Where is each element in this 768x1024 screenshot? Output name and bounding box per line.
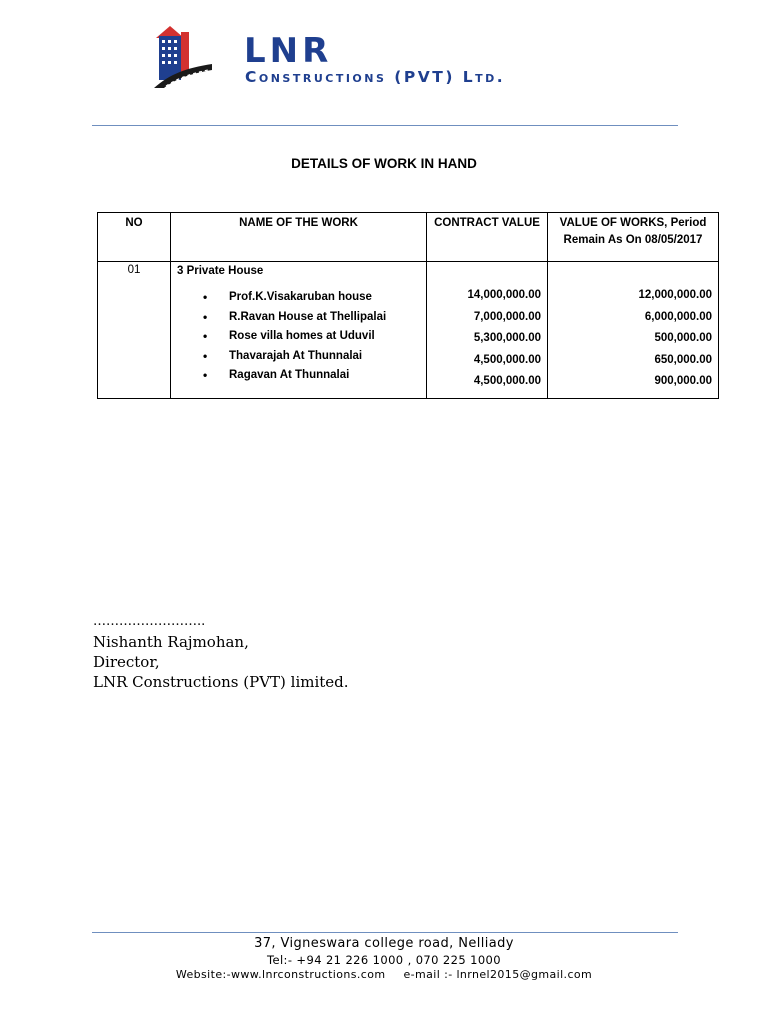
remaining-value: 650,000.00 bbox=[654, 353, 712, 366]
signature-line: …………………….. bbox=[93, 614, 206, 629]
row-number: 01 bbox=[98, 262, 171, 399]
contract-value-cell bbox=[427, 262, 548, 399]
signatory-company: LNR Constructions (PVT) limited. bbox=[93, 673, 349, 691]
list-item: • Thavarajah At Thunnalai bbox=[203, 347, 426, 367]
list-item: • Ragavan At Thunnalai bbox=[203, 366, 426, 386]
header-divider bbox=[92, 125, 678, 126]
signatory-title: Director, bbox=[93, 653, 160, 671]
company-subtitle: Constructions (PVT) Ltd. bbox=[245, 68, 506, 86]
remaining-value: 6,000,000.00 bbox=[644, 310, 712, 323]
remaining-value: 12,000,000.00 bbox=[638, 289, 712, 301]
remaining-value-cell bbox=[548, 262, 719, 399]
column-header-no: NO bbox=[98, 213, 171, 262]
list-item: • R.Ravan House at Thellipalai bbox=[203, 308, 426, 328]
company-logo bbox=[152, 22, 214, 90]
footer-telephone: Tel:- +94 21 226 1000 , 070 225 1000 bbox=[267, 953, 501, 967]
signatory-name: Nishanth Rajmohan, bbox=[93, 633, 249, 651]
column-header-contract-value: CONTRACT VALUE bbox=[427, 213, 548, 262]
footer-email: e-mail :- lnrnel2015@gmail.com bbox=[403, 968, 593, 981]
signature-block bbox=[93, 612, 349, 692]
document-title: DETAILS OF WORK IN HAND bbox=[291, 156, 477, 171]
work-group-title: 3 Private House bbox=[177, 265, 264, 277]
work-name-cell bbox=[171, 262, 427, 399]
company-name: LNR bbox=[244, 31, 333, 71]
contract-value: 4,500,000.00 bbox=[473, 375, 541, 387]
table-row bbox=[98, 262, 719, 399]
table-header-row bbox=[98, 213, 719, 262]
footer-address: 37, Vigneswara college road, Nelliady bbox=[254, 936, 514, 951]
footer-divider bbox=[92, 932, 678, 933]
column-header-name: NAME OF THE WORK bbox=[171, 213, 427, 262]
building-road-logo-icon bbox=[152, 22, 214, 90]
column-header-remaining-value: VALUE OF WORKS, Period Remain As On 08/05/2017 bbox=[548, 213, 719, 262]
contract-value: 4,500,000.00 bbox=[473, 353, 541, 366]
footer-contact bbox=[0, 968, 768, 981]
contract-value: 14,000,000.00 bbox=[467, 289, 541, 301]
contract-value: 5,300,000.00 bbox=[473, 332, 541, 344]
list-item: • Rose villa homes at Uduvil bbox=[203, 327, 426, 347]
work-items-list bbox=[177, 288, 426, 386]
contract-value: 7,000,000.00 bbox=[473, 310, 541, 323]
work-in-hand-table bbox=[97, 212, 719, 399]
list-item: • Prof.K.Visakaruban house bbox=[203, 288, 426, 308]
remaining-value: 900,000.00 bbox=[654, 375, 712, 387]
footer-website: Website:-www.lnrconstructions.com bbox=[175, 968, 386, 981]
remaining-value: 500,000.00 bbox=[654, 332, 712, 344]
